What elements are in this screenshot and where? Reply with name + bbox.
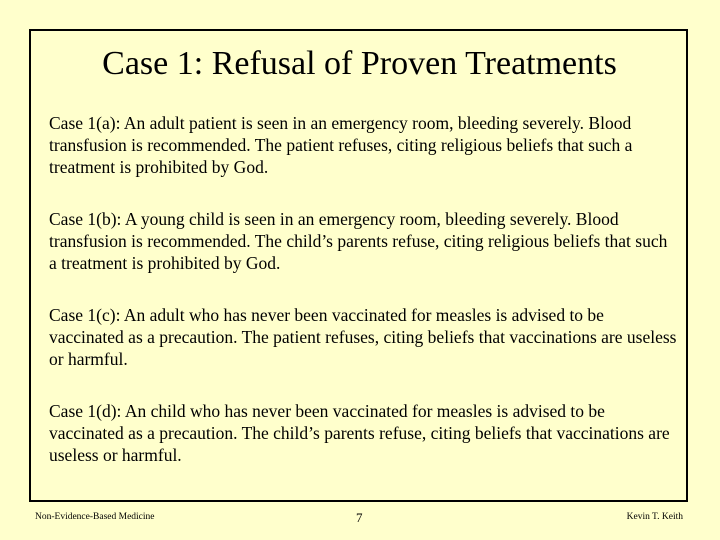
- case-1a-paragraph: Case 1(a): An adult patient is seen in an emergency room, bleeding severely. Blood transfusion is recommended. The patient refuses, citing religious beliefs that such a treatment is prohibited by God.: [49, 113, 633, 177]
- case-1d-paragraph: Case 1(d): An child who has never been vaccinated for measles is advised to be vaccinated as a precaution. The child’s parents refuse, citing beliefs that vaccinations are useless or harmful.: [49, 401, 670, 465]
- slide-title: Case 1: Refusal of Proven Treatments: [102, 45, 617, 82]
- footer-presentation-title: Non-Evidence-Based Medicine: [35, 512, 155, 522]
- case-1b-paragraph: Case 1(b): A young child is seen in an emergency room, bleeding severely. Blood transfusion is recommended. The child’s parents refuse, citing religious beliefs that such a treatment is prohibited by God.: [49, 209, 668, 273]
- footer-author: Kevin T. Keith: [626, 512, 683, 522]
- footer-page-number: 7: [356, 510, 363, 525]
- case-1c-paragraph: Case 1(c): An adult who has never been vaccinated for measles is advised to be vaccinated as a precaution. The patient refuses, citing beliefs that vaccinations are useless or harmful.: [49, 305, 677, 369]
